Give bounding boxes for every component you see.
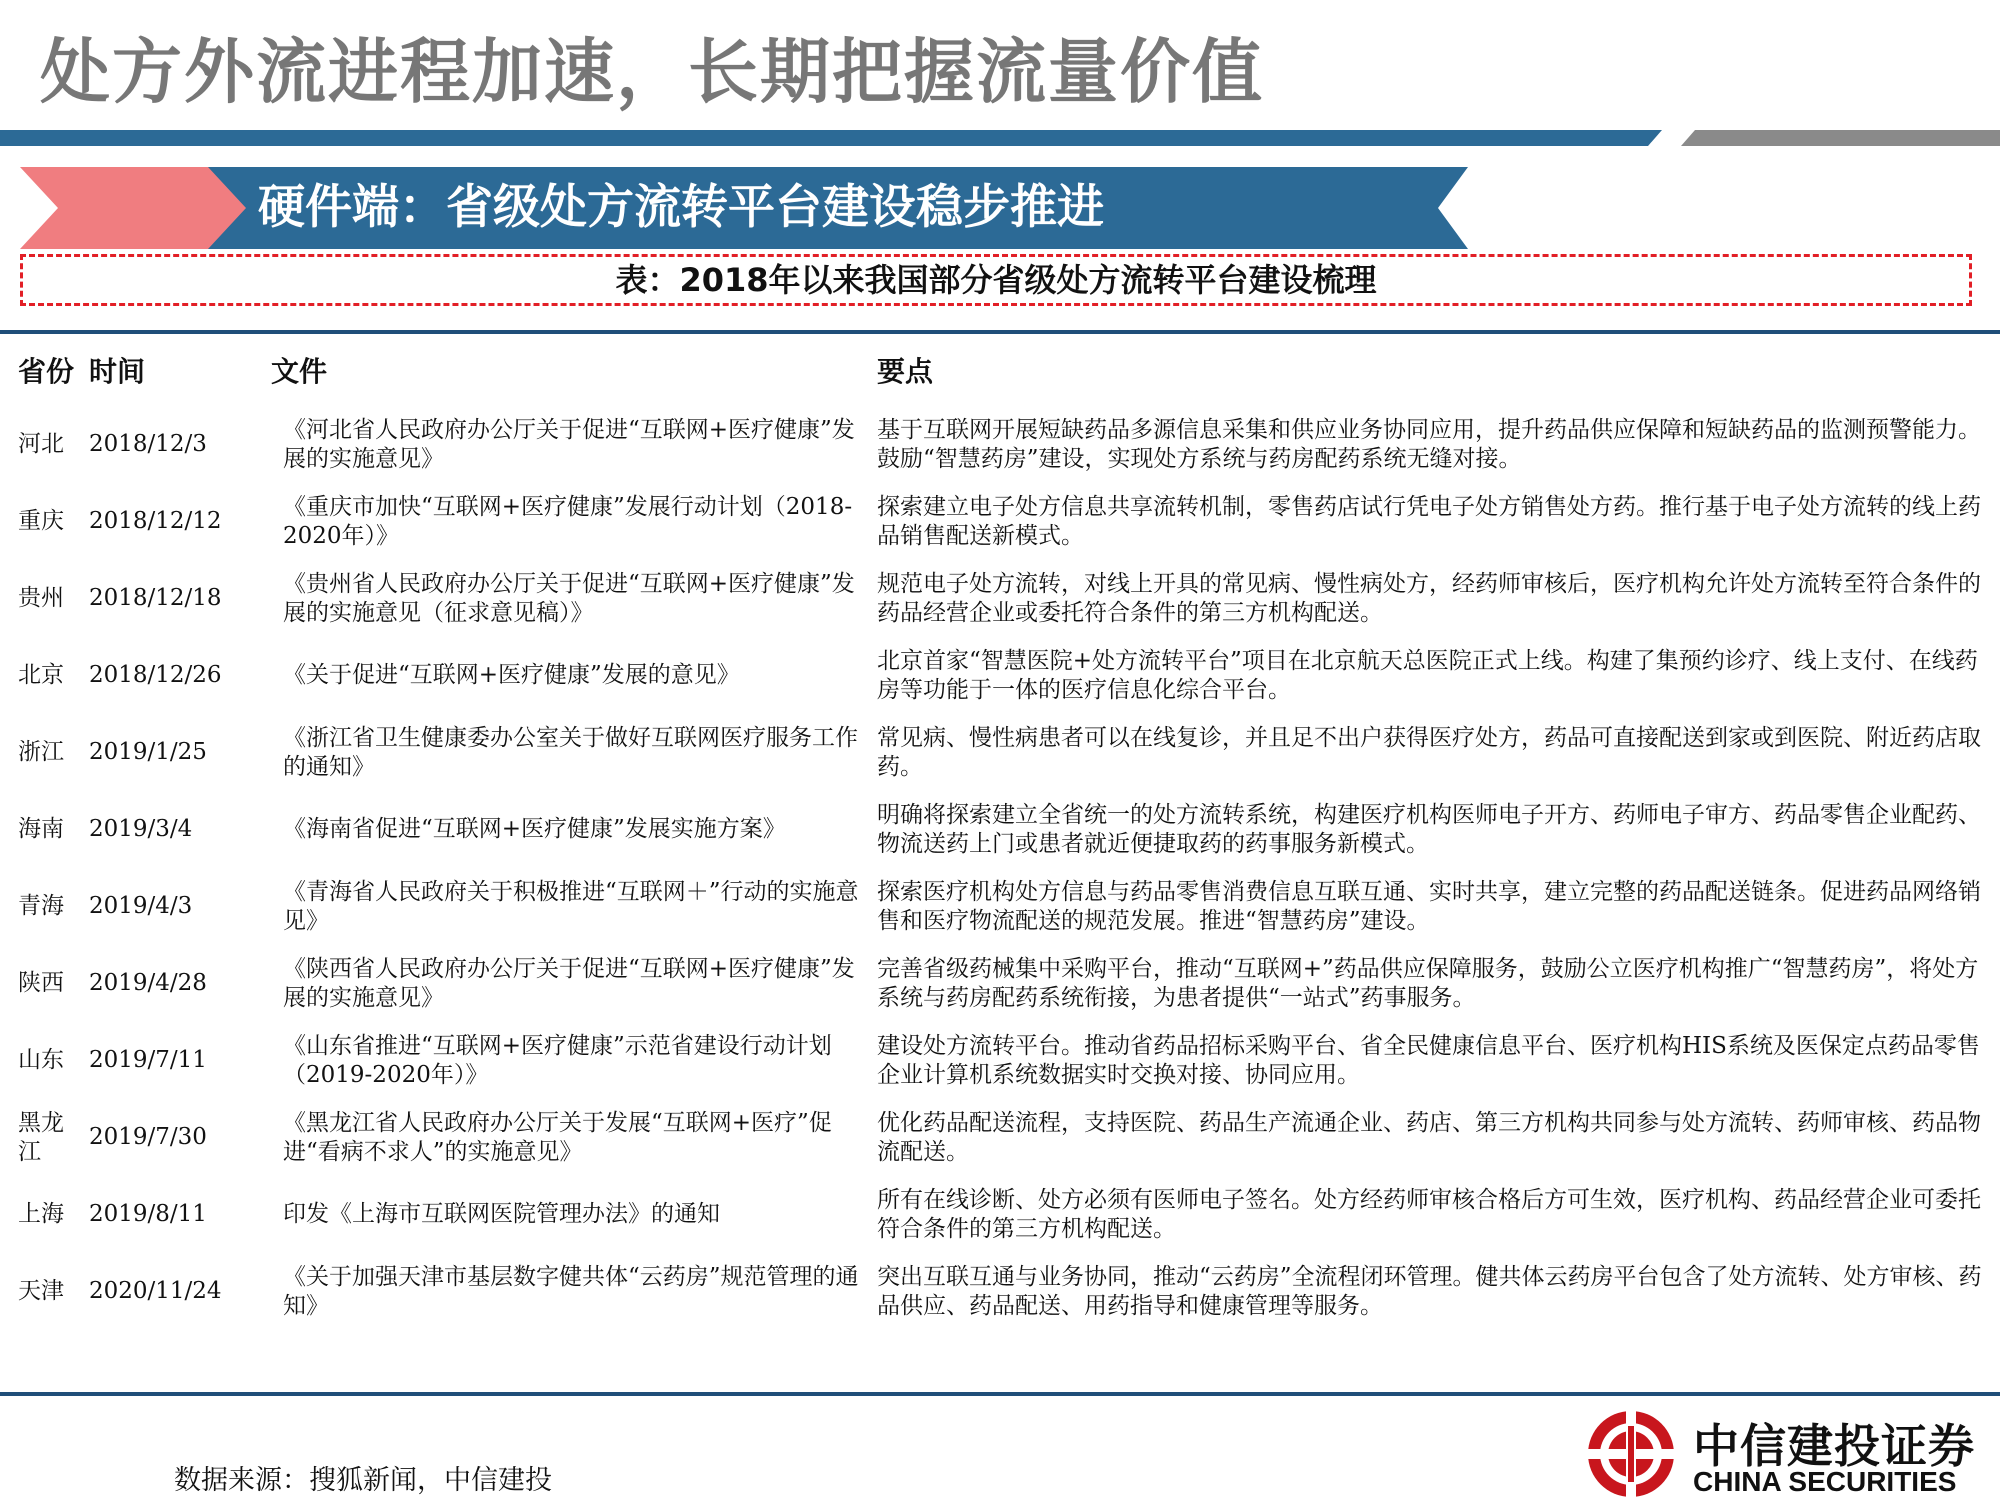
cell-date: 2019/7/11: [89, 1047, 207, 1073]
cell-province: 贵州: [18, 585, 64, 611]
cell-province: 青海: [18, 893, 64, 919]
cell-key-points: 突出互联互通与业务协同，推动“云药房”全流程闭环管理。健共体云药房平台包含了处方流转、处方审核、药品供应、药品配送、用药指导和健康管理等服务。: [877, 1263, 1982, 1319]
cell-document: 印发《上海市互联网医院管理办法》的通知: [283, 1201, 720, 1227]
table-row: [0, 868, 2000, 945]
cell-province: 天津: [18, 1278, 64, 1304]
cell-key-points: 基于互联网开展短缺药品多源信息采集和供应业务协同应用，提升药品供应保障和短缺药品的监测预警能力。鼓励“智慧药房”建设，实现处方系统与药房配药系统无缝对接。: [877, 416, 1981, 472]
cell-province: 重庆: [18, 508, 64, 534]
table-row: [0, 1022, 2000, 1099]
cell-document: 《黑龙江省人民政府办公厅关于发展“互联网+医疗”促进“看病不求人”的实施意见》: [283, 1109, 832, 1165]
cell-key-points: 探索建立电子处方信息共享流转机制，零售药店试行凭电子处方销售处方药。推行基于电子处方流转的线上药品销售配送新模式。: [877, 493, 1981, 549]
cell-date: 2018/12/3: [89, 431, 207, 457]
prescription-platform-table: [0, 330, 2000, 1396]
cell-province: 北京: [18, 662, 64, 688]
cell-document: 《海南省促进“互联网+医疗健康”发展实施方案》: [283, 816, 786, 842]
cell-key-points: 探索医疗机构处方信息与药品零售消费信息互联互通、实时共享，建立完整的药品配送链条。促进药品网络销售和医疗物流配送的规范发展。推进“智慧药房”建设。: [877, 878, 1981, 934]
table-row: [0, 714, 2000, 791]
cell-key-points: 优化药品配送流程，支持医院、药品生产流通企业、药店、第三方机构共同参与处方流转、药师审核、药品物流配送。: [877, 1109, 1981, 1165]
cell-key-points: 所有在线诊断、处方必须有医师电子签名。处方经药师审核合格后方可生效，医疗机构、药品经营企业可委托符合条件的第三方机构配送。: [877, 1186, 1981, 1242]
table-row: [0, 406, 2000, 483]
cell-date: 2019/3/4: [89, 816, 193, 842]
header-document: 文件: [271, 355, 328, 388]
cell-date: 2019/4/28: [89, 970, 207, 996]
cell-date: 2019/8/11: [89, 1201, 207, 1227]
cell-province: 河北: [18, 431, 64, 457]
cell-key-points: 完善省级药械集中采购平台，推动“互联网+”药品供应保障服务，鼓励公立医疗机构推广“智慧药房”，将处方系统与药房配药系统衔接，为患者提供“一站式”药事服务。: [877, 955, 1979, 1011]
cell-date: 2019/1/25: [89, 739, 207, 765]
cell-document: 《关于促进“互联网+医疗健康”发展的意见》: [283, 662, 740, 688]
cell-date: 2019/4/3: [89, 893, 193, 919]
table-row: [0, 483, 2000, 560]
header-province: 省份: [18, 355, 75, 388]
table-row: [0, 791, 2000, 868]
cell-key-points: 明确将探索建立全省统一的处方流转系统，构建医疗机构医师电子开方、药师电子审方、药品零售企业配药、物流送药上门或患者就近便捷取药的药事服务新模式。: [877, 801, 1981, 857]
cell-key-points: 北京首家“智慧医院+处方流转平台”项目在北京航天总医院正式上线。构建了集预约诊疗、线上支付、在线药房等功能于一体的医疗信息化综合平台。: [877, 647, 1978, 703]
cell-province: 山东: [18, 1047, 64, 1073]
cell-document: 《浙江省卫生健康委办公室关于做好互联网医疗服务工作的通知》: [283, 724, 858, 780]
cell-document: 《青海省人民政府关于积极推进“互联网＋”行动的实施意见》: [283, 878, 859, 934]
cell-province: 上海: [18, 1201, 64, 1227]
cell-date: 2018/12/18: [89, 585, 222, 611]
cell-province: 黑龙江: [18, 1109, 64, 1165]
cell-document: 《贵州省人民政府办公厅关于促进“互联网+医疗健康”发展的实施意见（征求意见稿）》: [283, 570, 855, 626]
cell-key-points: 规范电子处方流转，对线上开具的常见病、慢性病处方，经药师审核后，医疗机构允许处方流转至符合条件的药品经营企业或委托符合条件的第三方机构配送。: [877, 570, 1981, 626]
cell-key-points: 建设处方流转平台。推动省药品招标采购平台、省全民健康信息平台、医疗机构HIS系统及医保定点药品零售企业计算机系统数据实时交换对接、协同应用。: [877, 1032, 1980, 1088]
cell-date: 2018/12/12: [89, 508, 222, 534]
logo-name-en: CHINA SECURITIES: [1693, 1466, 1957, 1497]
cell-document: 《河北省人民政府办公厅关于促进“互联网+医疗健康”发展的实施意见》: [283, 416, 855, 472]
table-row: [0, 637, 2000, 714]
section-heading: 硬件端：省级处方流转平台建设稳步推进: [258, 180, 1104, 235]
title-divider-gray: [1681, 130, 2000, 146]
cell-date: 2019/7/30: [89, 1124, 207, 1150]
title-divider-blue: [0, 130, 1662, 146]
cell-document: 《重庆市加快“互联网+医疗健康”发展行动计划（2018-2020年）》: [283, 493, 853, 549]
page-title: 处方外流进程加速，长期把握流量价值: [40, 31, 1264, 113]
source-note: 数据来源：搜狐新闻，中信建投: [174, 1465, 552, 1496]
logo-name-cn: 中信建投证券: [1693, 1419, 1975, 1473]
cell-province: 海南: [18, 816, 64, 842]
header-date: 时间: [89, 355, 146, 388]
header-key-points: 要点: [877, 355, 934, 388]
table-header-row: [0, 334, 2000, 406]
table-bottom-rule: [0, 1392, 2000, 1396]
cell-document: 《关于加强天津市基层数字健共体“云药房”规范管理的通知》: [283, 1263, 859, 1319]
data-table: [0, 334, 2000, 1330]
table-row: [0, 1099, 2000, 1176]
table-row: [0, 1176, 2000, 1253]
title-divider: [0, 128, 2000, 150]
cell-province: 陕西: [18, 970, 64, 996]
cell-province: 浙江: [18, 739, 64, 765]
cell-key-points: 常见病、慢性病患者可以在线复诊，并且足不出户获得医疗处方，药品可直接配送到家或到医院、附近药店取药。: [877, 724, 1981, 780]
cell-document: 《陕西省人民政府办公厅关于促进“互联网+医疗健康”发展的实施意见》: [283, 955, 855, 1011]
table-row: [0, 945, 2000, 1022]
table-caption: 表：2018年以来我国部分省级处方流转平台建设梳理: [20, 254, 1972, 306]
cell-date: 2020/11/24: [89, 1278, 222, 1304]
cell-date: 2018/12/26: [89, 662, 222, 688]
table-row: [0, 1253, 2000, 1330]
csc-logo: [1585, 1408, 1995, 1500]
csc-logo-icon: [1585, 1408, 1677, 1500]
table-row: [0, 560, 2000, 637]
cell-document: 《山东省推进“互联网+医疗健康”示范省建设行动计划（2019-2020年）》: [283, 1032, 832, 1088]
